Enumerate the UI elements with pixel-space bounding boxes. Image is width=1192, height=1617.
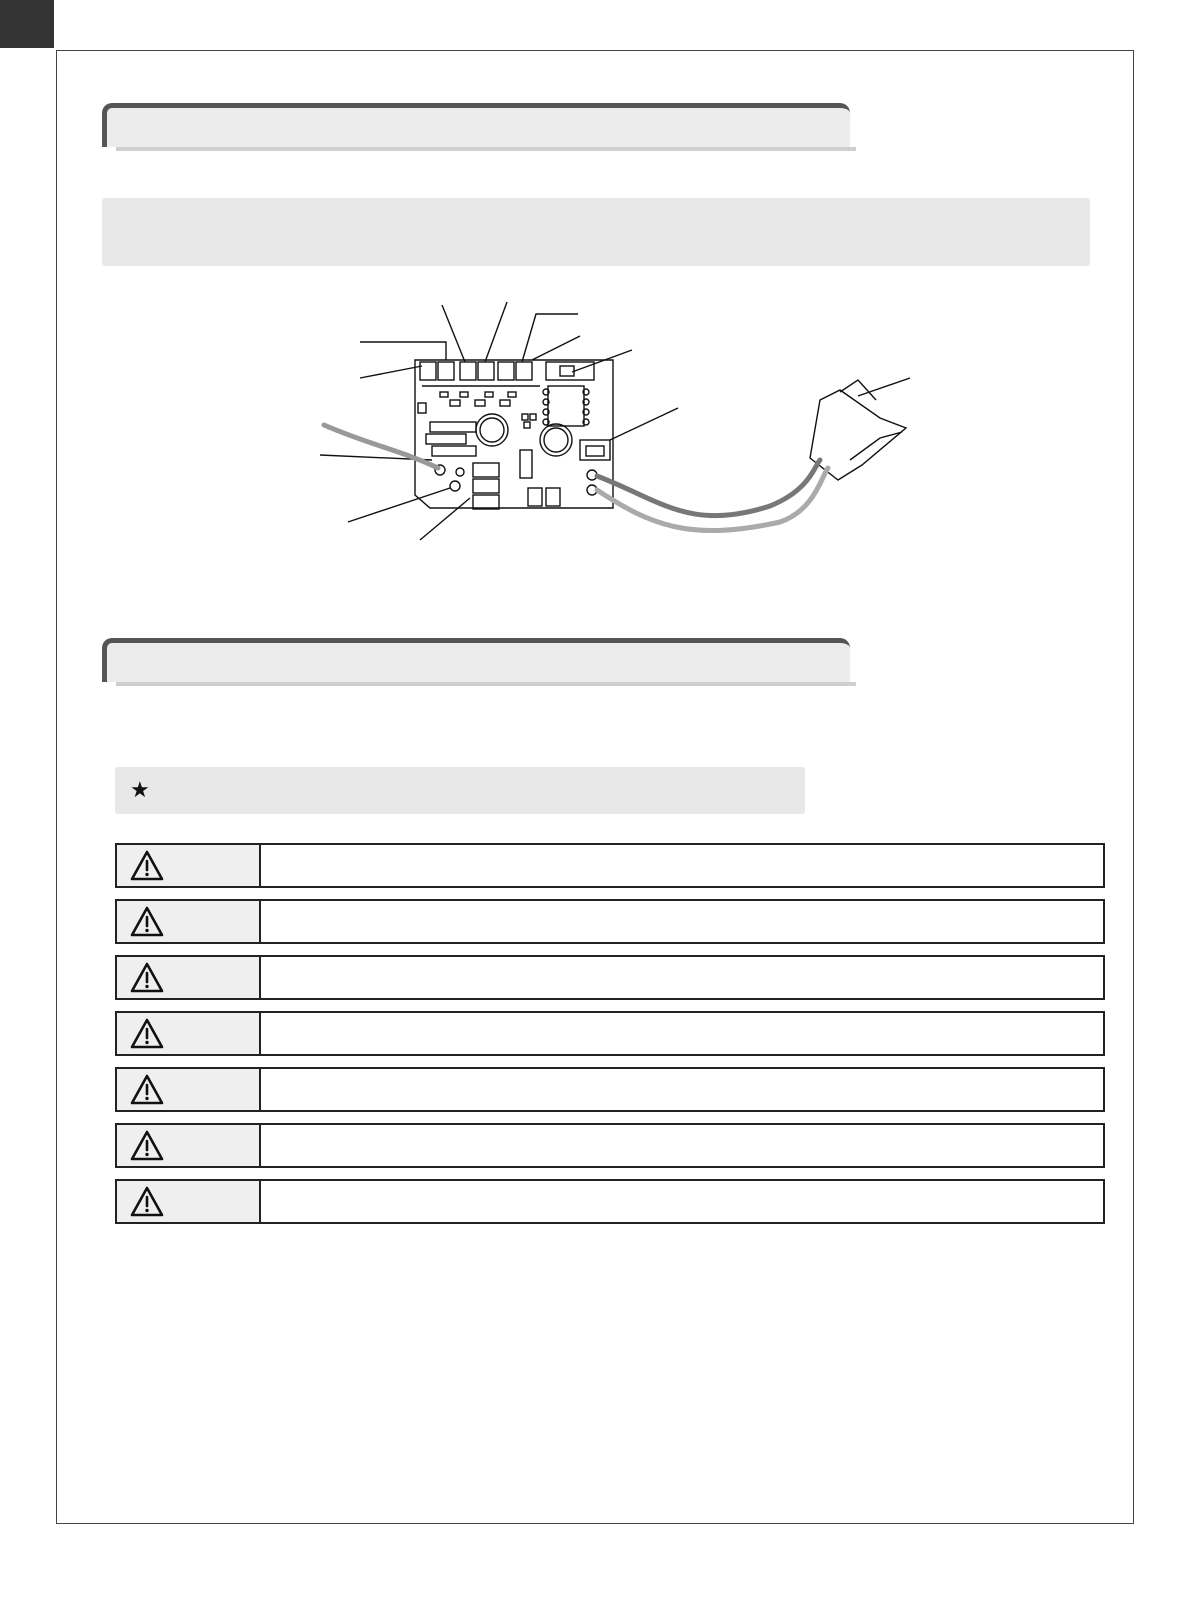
top-connector [460,362,476,380]
warning-row [115,1179,1105,1224]
warning-row [115,843,1105,888]
warning-text [261,845,1103,886]
warning-list [115,843,1105,1235]
top-connector [438,362,454,380]
star-icon: ★ [130,777,150,802]
section-header-2-shadow [116,682,856,686]
warning-row [115,955,1105,1000]
warning-triangle-icon [129,1185,165,1219]
warning-text [261,957,1103,998]
section-header-1-shadow [116,147,856,151]
warning-row [115,1011,1105,1056]
warning-icon-cell [117,1181,261,1222]
corner-tab [0,0,54,48]
tip-bar [115,767,805,814]
top-connector [420,362,436,380]
warning-triangle-icon [129,905,165,939]
section-header-2 [102,638,856,688]
warning-icon-cell [117,1069,261,1110]
warning-text [261,1069,1103,1110]
warning-text [261,901,1103,942]
top-connector [498,362,514,380]
warning-row [115,1123,1105,1168]
warning-icon-cell [117,901,261,942]
warning-row [115,899,1105,944]
top-connector [516,362,532,380]
top-connector [478,362,494,380]
warning-text [261,1125,1103,1166]
warning-triangle-icon [129,849,165,883]
warning-text [261,1181,1103,1222]
section-header-2-bar [102,638,850,682]
warning-triangle-icon [129,1073,165,1107]
warning-triangle-icon [129,961,165,995]
warning-triangle-icon [129,1017,165,1051]
warning-icon-cell [117,1013,261,1054]
warning-icon-cell [117,957,261,998]
section-header-1 [102,103,856,153]
warning-text [261,1013,1103,1054]
warning-triangle-icon [129,1129,165,1163]
note-box [102,198,1090,266]
circuit-board-diagram [310,300,950,575]
warning-row [115,1067,1105,1112]
section-header-1-bar [102,103,850,147]
warning-icon-cell [117,845,261,886]
warning-icon-cell [117,1125,261,1166]
